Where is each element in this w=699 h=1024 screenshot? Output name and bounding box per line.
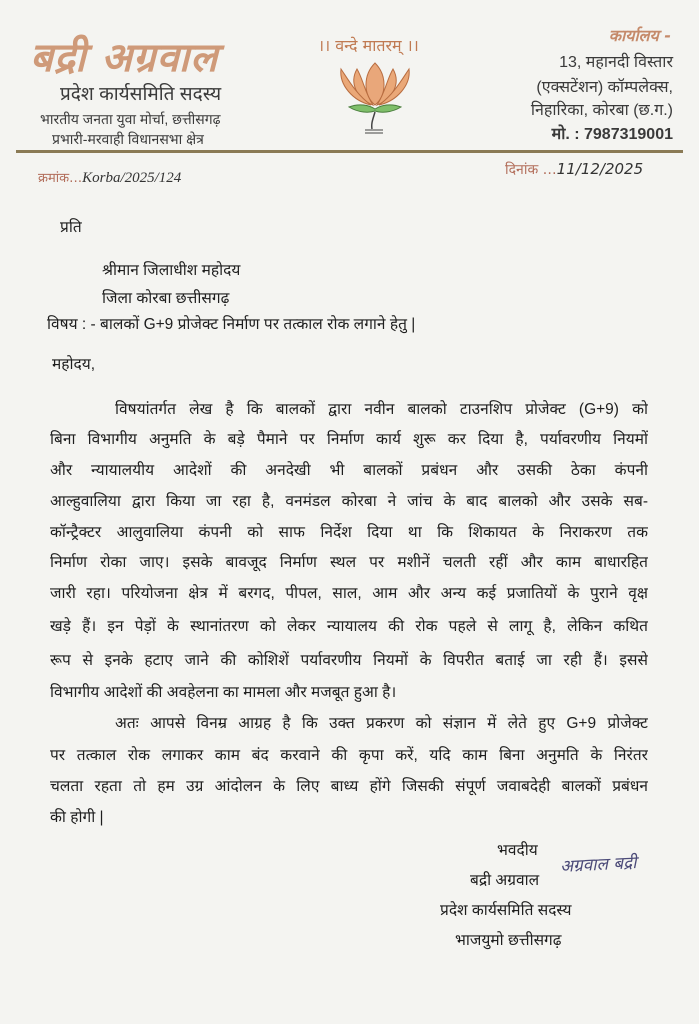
reference-label: क्रमांक	[38, 171, 70, 186]
recipient-line: जिला कोरबा छत्तीसगढ़	[102, 290, 230, 307]
address-line: निहारिका, कोरबा (छ.ग.)	[530, 102, 673, 119]
sender-name-logo: बद्री अग्रवाल	[30, 34, 219, 81]
signatory-name: बद्री अग्रवाल	[470, 872, 540, 889]
recipient-to: प्रति	[60, 219, 82, 236]
text-line: बिना विभागीय अनुमति के बड़े पैमाने पर निर्माण कार्य शुरू कर दिया है, पर्यावरणीय नियमों	[50, 431, 648, 448]
text-line: अतः आपसे विनम्र आग्रह है कि उक्त प्रकरण को संज्ञान में लेते हुए G+9 प्रोजेक्ट	[115, 715, 648, 732]
sender-designation: प्रदेश कार्यसमिति सदस्य	[60, 84, 222, 105]
text-line: खड़े हैं। इन पेड़ों के स्थानांतरण को लेकर न्यायालय की रोक पहले से लागू है, लेकिन कथित	[50, 618, 648, 635]
divider	[16, 150, 683, 153]
text-line: चलता रहता तो हम उग्र आंदोलन के लिए बाध्य होंगे जिसकी संपूर्ण जवाबदेही बालकों प्रबंधन	[50, 778, 648, 795]
signature: अग्रवाल बद्री	[559, 853, 638, 877]
office-label: कार्यालय -	[608, 26, 671, 45]
date-value: 11/12/2025	[556, 160, 644, 178]
reference-value: Korba/2025/124	[82, 170, 182, 186]
text-line: विभागीय आदेशों की अवहेलना का मामला और मजबूत हुआ है।	[50, 684, 397, 701]
valediction: भवदीय	[497, 842, 538, 859]
text-line: पर तत्काल रोक लगाकर काम बंद करवाने की कृपा करें, यदि काम बिना अनुमति के निरंतर	[50, 747, 648, 764]
signatory-organization: भाजयुमो छत्तीसगढ़	[455, 932, 562, 949]
text-line: निर्माण रोका जाए। इसके बावजूद निर्माण स्थल पर मशीनें चलती रहीं और काम बाधारहित	[50, 554, 648, 571]
date-label: दिनांक	[505, 162, 539, 178]
phone-number: मो. : 7987319001	[551, 126, 673, 143]
address-line: (एक्सटेंशन) कॉम्पलेक्स,	[536, 79, 673, 96]
text-line: कॉन्ट्रैक्टर आलुवालिया कंपनी को साफ निर्देश दिया था कि शिकायत के निराकरण तक	[50, 524, 648, 541]
address-line: 13, महानदी विस्तार	[559, 54, 673, 71]
letter-date: दिनांक …11/12/2025	[505, 160, 644, 178]
salutation: महोदय,	[52, 356, 96, 373]
text-line: जारी रहा। परियोजना क्षेत्र में बरगद, पीपल, साल, आम और अन्य कई प्रजातियों के पुराने वृक्ष	[50, 585, 648, 602]
signatory-designation: प्रदेश कार्यसमिति सदस्य	[440, 902, 572, 919]
slogan: ।। वन्दे मातरम् ।।	[318, 36, 419, 55]
lotus-icon	[335, 55, 415, 135]
reference-number: क्रमांक…Korba/2025/124	[38, 170, 182, 186]
subject-line: विषय : - बालकों G+9 प्रोजेक्ट निर्माण पर तत्काल रोक लगाने हेतु |	[47, 316, 416, 333]
text-line: रूप से इनके हटाए जाने की कोशिशें पर्यावरणीय नियमों के विपरीत बताई जा रही हैं। इससे	[50, 652, 648, 669]
text-line: की होगी |	[50, 809, 104, 826]
text-line: आल्हुवालिया द्वारा किया जा रहा है, वनमंडल कोरबा ने जांच के बाद बालको और उसके सब-	[50, 493, 648, 510]
recipient-line: श्रीमान जिलाधीश महोदय	[102, 262, 241, 279]
sender-charge: प्रभारी-मरवाही विधानसभा क्षेत्र	[52, 131, 204, 147]
sender-organization: भारतीय जनता युवा मोर्चा, छत्तीसगढ़	[40, 111, 221, 127]
text-line: विषयांतर्गत लेख है कि बालकों द्वारा नवीन बालको टाउनशिप प्रोजेक्ट (G+9) को	[115, 401, 648, 418]
text-line: और न्यायालयीय आदेशों की अनदेखी भी बालकों प्रबंधन और उसकी ठेका कंपनी	[50, 462, 648, 479]
